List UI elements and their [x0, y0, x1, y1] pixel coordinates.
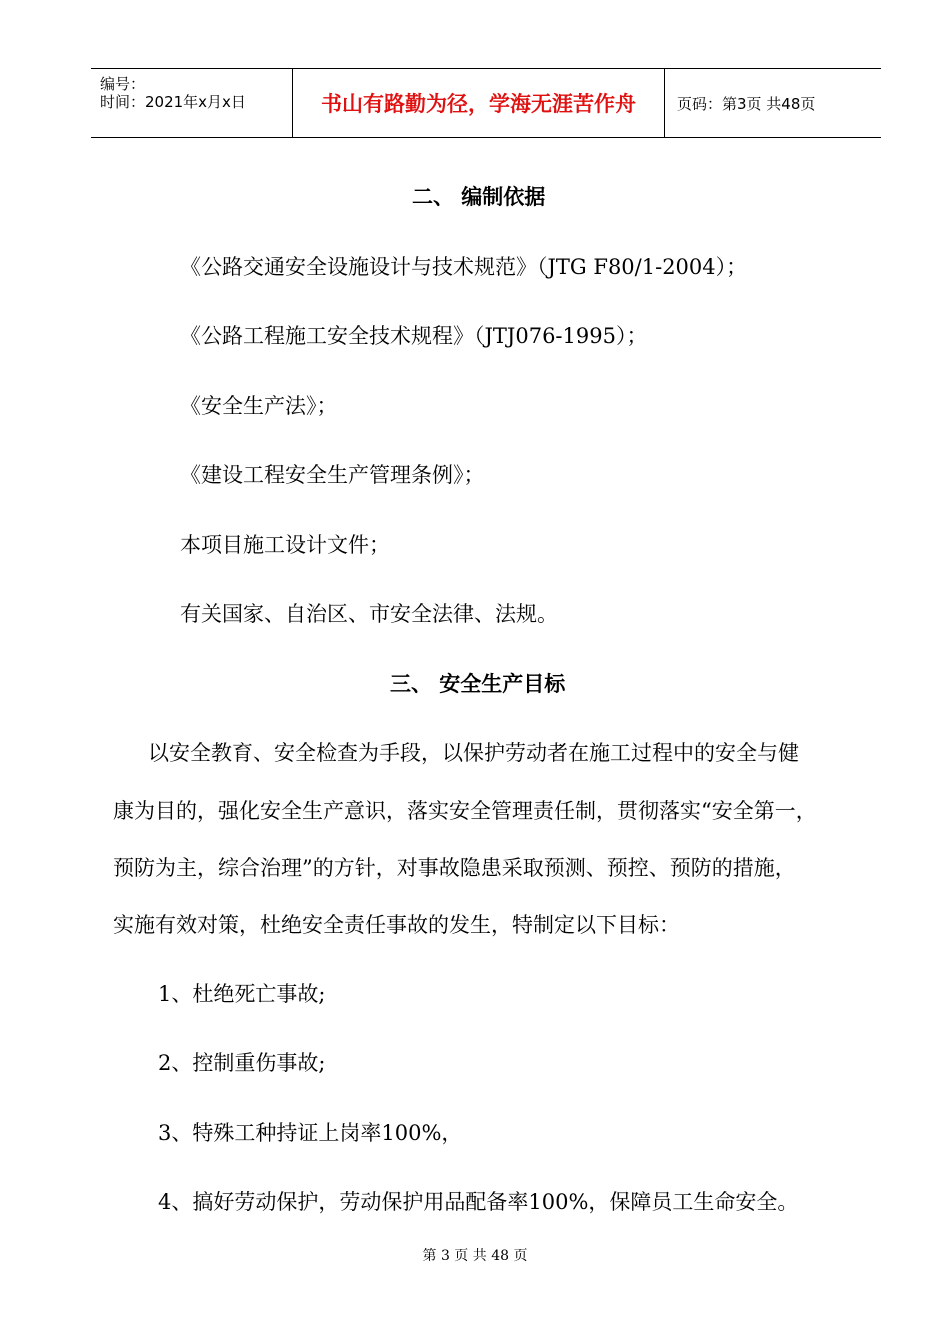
header-motto: 书山有路勤为径，学海无涯苦作舟 — [321, 91, 636, 116]
paragraph-line: 实施有效对策，杜绝安全责任事故的发生，特制定以下目标： — [113, 913, 680, 937]
paragraph-line: 康为目的，强化安全生产意识，落实安全管理责任制，贯彻落实“安全第一， — [113, 799, 817, 823]
goal-item: 3、特殊工种持证上岗率100%， — [158, 1121, 463, 1145]
basis-item: 本项目施工设计文件； — [180, 533, 390, 557]
basis-item: 《公路交通安全设施设计与技术规范》（JTG F80/1-2004）； — [180, 255, 748, 279]
header-meta — [91, 69, 293, 137]
basis-item: 《公路工程施工安全技术规程》（JTJ076-1995）； — [180, 324, 648, 348]
section-2-heading: 二、 编制依据 — [412, 185, 546, 209]
page-footer: 第 3 页 共 48 页 — [422, 1248, 528, 1264]
header-motto-cell — [293, 69, 665, 137]
goal-item: 4、搞好劳动保护，劳动保护用品配备率100%，保障员工生命安全。 — [158, 1190, 799, 1214]
page-header — [91, 68, 881, 138]
goal-item: 1、杜绝死亡事故; — [158, 982, 326, 1006]
section-3-heading: 三、 安全生产目标 — [390, 672, 566, 696]
document-number-label: 编号： — [100, 75, 146, 93]
paragraph-line: 以安全教育、安全检查为手段，以保护劳动者在施工过程中的安全与健 — [148, 741, 799, 765]
document-time-label: 时间：2021年x月x日 — [100, 93, 246, 111]
goal-item: 2、控制重伤事故; — [158, 1051, 326, 1075]
basis-item: 《安全生产法》； — [180, 394, 338, 418]
basis-item: 《建设工程安全生产管理条例》； — [180, 463, 485, 487]
paragraph-line: 预防为主，综合治理”的方针，对事故隐患采取预测、预控、预防的措施， — [113, 856, 796, 880]
basis-item: 有关国家、自治区、市安全法律、法规。 — [180, 602, 558, 626]
header-page-info: 页码：第3页 共48页 — [677, 94, 816, 113]
